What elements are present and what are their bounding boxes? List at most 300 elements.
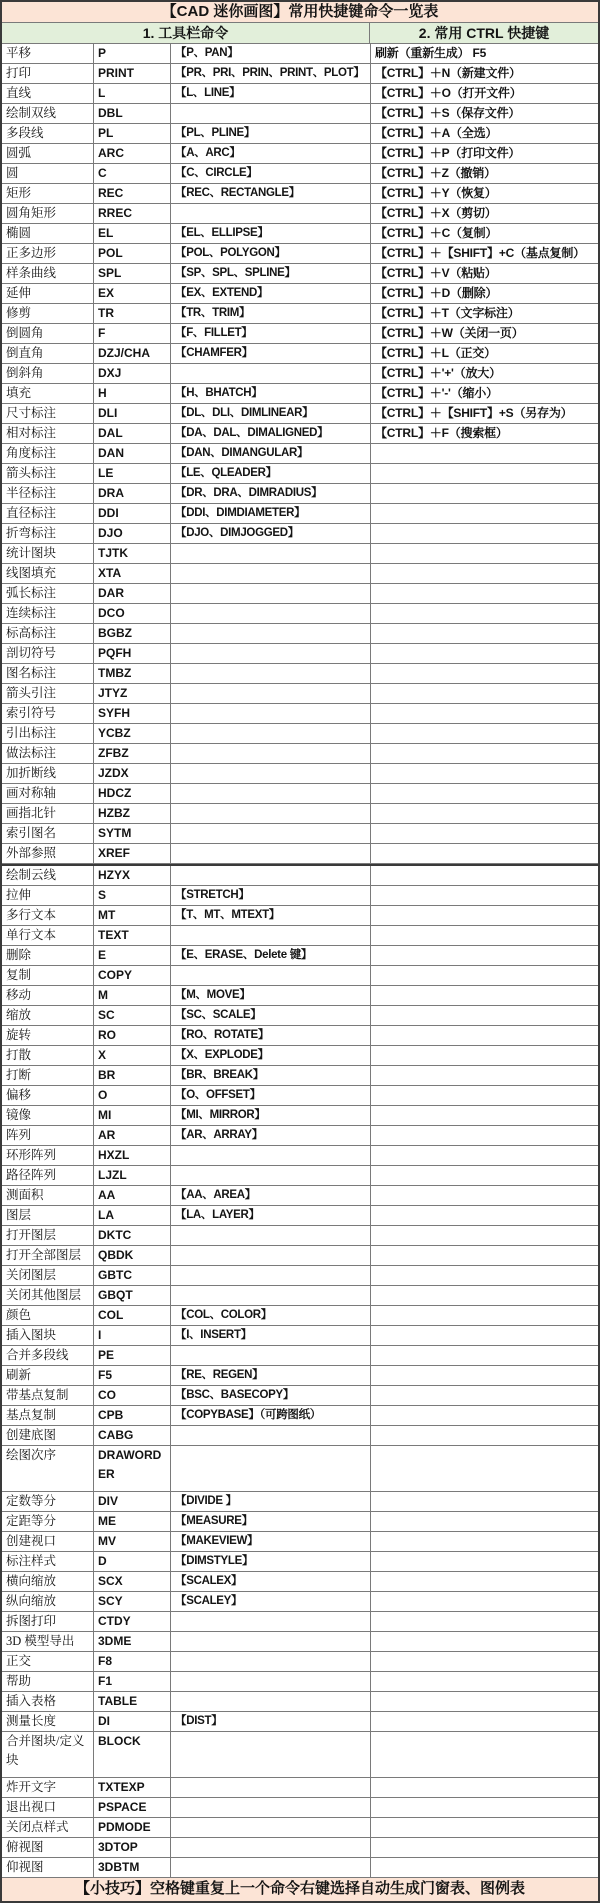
ctrl-cell: 【CTRL】＋T（文字标注） [370,304,598,323]
ctrl-cell [370,624,598,643]
ctrl-cell [370,664,598,683]
alias-cell [170,1612,370,1631]
ctrl-cell: 【CTRL】＋S（保存文件） [370,104,598,123]
command-cell: SYFH [93,704,170,723]
command-cell: HXZL [93,1146,170,1165]
command-cell: AA [93,1186,170,1205]
name-cell: 移动 [6,988,32,1002]
table-row [2,344,598,364]
ctrl-cell [370,866,598,885]
ctrl-cell [370,504,598,523]
alias-cell: 【P、PAN】 [170,44,370,63]
name-cell: 拆图打印 [6,1614,57,1628]
command-cell: P [93,44,170,63]
command-cell: M [93,986,170,1005]
command-cell: TEXT [93,926,170,945]
name-cell: 帮助 [6,1674,32,1688]
command-cell: COPY [93,966,170,985]
name-cell: 偏移 [6,1088,32,1102]
name-cell: 打断 [6,1068,32,1082]
ctrl-cell [370,1206,598,1225]
command-cell: DJO [93,524,170,543]
command-cell: E [93,946,170,965]
command-cell: PRINT [93,64,170,83]
name-cell: 圆弧 [6,146,32,160]
ctrl-cell [370,966,598,985]
alias-cell: 【BR、BREAK】 [170,1066,370,1085]
alias-cell [170,1146,370,1165]
ctrl-cell [370,704,598,723]
ctrl-cell [370,604,598,623]
table-row [2,1046,598,1066]
alias-cell [170,684,370,703]
name-cell: 基点复制 [6,1408,57,1422]
command-cell: 3DBTM [93,1858,170,1877]
alias-cell [170,1778,370,1797]
table-row [2,124,598,144]
name-cell: 绘图次序 [6,1448,57,1462]
table-row [2,644,598,664]
name-cell: 删除 [6,948,32,962]
table-row [2,1126,598,1146]
ctrl-cell [370,804,598,823]
name-cell: 3D 模型导出 [6,1634,75,1648]
name-cell: 图层 [6,1208,32,1222]
command-cell: 3DME [93,1632,170,1651]
table-row [2,1386,598,1406]
ctrl-cell [370,1406,598,1425]
table-row [2,1592,598,1612]
command-cell: L [93,84,170,103]
command-cell: LA [93,1206,170,1225]
table-row [2,484,598,504]
table-row [2,204,598,224]
alias-cell: 【SCALEY】 [170,1592,370,1611]
alias-cell: 【SC、SCALE】 [170,1006,370,1025]
ctrl-cell [370,1366,598,1385]
ctrl-cell [370,464,598,483]
command-cell: MT [93,906,170,925]
table-row [2,1692,598,1712]
ctrl-cell [370,1692,598,1711]
command-cell: GBTC [93,1266,170,1285]
table-row [2,1206,598,1226]
ctrl-cell [370,1186,598,1205]
table-row [2,1492,598,1512]
alias-cell [170,1692,370,1711]
name-cell: 正交 [6,1654,32,1668]
ctrl-cell: 【CTRL】＋'+'（放大） [370,364,598,383]
alias-cell: 【F、FILLET】 [170,324,370,343]
name-cell: 箭头标注 [6,466,57,480]
command-cell: DRA [93,484,170,503]
name-cell: 单行文本 [6,928,57,942]
name-cell: 镜像 [6,1108,32,1122]
name-cell: 打开图层 [6,1228,57,1242]
table-row [2,1366,598,1386]
ctrl-cell [370,724,598,743]
ctrl-cell: 【CTRL】＋'-'（缩小） [370,384,598,403]
ctrl-cell [370,1858,598,1877]
command-cell: D [93,1552,170,1571]
name-cell: 正多边形 [6,246,57,260]
alias-cell [170,1346,370,1365]
table-row [2,1798,598,1818]
command-cell: TMBZ [93,664,170,683]
table-row [2,986,598,1006]
name-cell: 定距等分 [6,1514,57,1528]
ctrl-cell [370,1046,598,1065]
command-cell: F5 [93,1366,170,1385]
command-cell: ME [93,1512,170,1531]
alias-cell: 【PR、PRI、PRIN、PRINT、PLOT】 [170,64,370,83]
ctrl-cell [370,844,598,863]
alias-cell: 【LA、LAYER】 [170,1206,370,1225]
name-cell: 仰视图 [6,1860,44,1874]
alias-cell: 【BSC、BASECOPY】 [170,1386,370,1405]
alias-cell [170,1798,370,1817]
table-row [2,584,598,604]
ctrl-cell [370,1066,598,1085]
table-row [2,404,598,424]
ctrl-cell [370,1226,598,1245]
name-cell: 样条曲线 [6,266,57,280]
table-row [2,184,598,204]
name-cell: 加折断线 [6,766,57,780]
alias-cell [170,1166,370,1185]
alias-cell [170,604,370,623]
table-row [2,1066,598,1086]
table-row [2,1426,598,1446]
alias-cell [170,1652,370,1671]
command-cell: HZYX [93,866,170,885]
name-cell: 测量长度 [6,1714,57,1728]
command-cell: DKTC [93,1226,170,1245]
table-row [2,1406,598,1426]
name-cell: 缩放 [6,1008,32,1022]
alias-cell [170,764,370,783]
command-cell: DAN [93,444,170,463]
ctrl-cell [370,1572,598,1591]
table-row [2,1712,598,1732]
ctrl-cell [370,824,598,843]
table-row [2,1006,598,1026]
command-cell: CABG [93,1426,170,1445]
command-cell: XTA [93,564,170,583]
name-cell: 合并多段线 [6,1348,69,1362]
table-row [2,1572,598,1592]
page-title: 【CAD 迷你画图】常用快捷键命令一览表 [2,2,598,23]
alias-cell [170,544,370,563]
name-cell: 相对标注 [6,426,57,440]
tools-section-header: 1. 工具栏命令 [2,23,370,43]
ctrl-cell [370,1798,598,1817]
command-cell: DRAWORDER [93,1446,170,1491]
command-cell: 3DTOP [93,1838,170,1857]
table-row [2,1858,598,1878]
name-cell: 索引图名 [6,826,57,840]
command-cell: HZBZ [93,804,170,823]
table-row [2,84,598,104]
name-cell: 横向缩放 [6,1574,57,1588]
ctrl-cell [370,644,598,663]
rows-container [2,44,598,1878]
table-row [2,684,598,704]
name-cell: 标高标注 [6,626,57,640]
alias-cell [170,1838,370,1857]
name-cell: 尺寸标注 [6,406,57,420]
ctrl-cell: 刷新（重新生成） F5 [370,44,598,63]
table-row [2,804,598,824]
table-row [2,604,598,624]
command-cell: RREC [93,204,170,223]
table-row [2,1532,598,1552]
command-cell: C [93,164,170,183]
name-cell: 旋转 [6,1028,32,1042]
ctrl-cell [370,1612,598,1631]
alias-cell: 【DDI、DIMDIAMETER】 [170,504,370,523]
ctrl-cell [370,926,598,945]
name-cell: 箭头引注 [6,686,57,700]
table-row [2,1732,598,1778]
command-cell: REC [93,184,170,203]
command-cell: EL [93,224,170,243]
ctrl-section-header: 2. 常用 CTRL 快捷键 [418,25,550,41]
name-cell: 多行文本 [6,908,57,922]
name-cell: 填充 [6,386,32,400]
command-cell: ZFBZ [93,744,170,763]
table-row [2,844,598,864]
ctrl-cell: 【CTRL】＋C（复制） [370,224,598,243]
alias-cell: 【LE、QLEADER】 [170,464,370,483]
name-cell: 创建底图 [6,1428,57,1442]
name-cell: 创建视口 [6,1534,57,1548]
table-row [2,1106,598,1126]
command-cell: TXTEXP [93,1778,170,1797]
ctrl-cell: 【CTRL】＋P（打印文件） [370,144,598,163]
name-cell: 倒斜角 [6,366,44,380]
command-cell: F [93,324,170,343]
command-cell: DZJ/CHA [93,344,170,363]
command-cell: SC [93,1006,170,1025]
table-row [2,1306,598,1326]
name-cell: 绘制云线 [6,868,57,882]
alias-cell [170,1732,370,1777]
name-cell: 椭圆 [6,226,32,240]
table-row [2,1446,598,1492]
table-row [2,244,598,264]
name-cell: 关闭其他图层 [6,1288,82,1302]
table-row [2,164,598,184]
ctrl-cell [370,1386,598,1405]
name-cell: 阵列 [6,1128,32,1142]
table-row [2,1266,598,1286]
alias-cell [170,1426,370,1445]
table-row [2,324,598,344]
name-cell: 测面积 [6,1188,44,1202]
ctrl-cell [370,946,598,965]
table-row [2,564,598,584]
command-cell: SCX [93,1572,170,1591]
ctrl-cell [370,1326,598,1345]
alias-cell: 【M、MOVE】 [170,986,370,1005]
name-cell: 多段线 [6,126,44,140]
command-cell: SYTM [93,824,170,843]
ctrl-cell: 【CTRL】＋L（正交） [370,344,598,363]
ctrl-cell [370,444,598,463]
command-cell: MI [93,1106,170,1125]
ctrl-cell [370,1086,598,1105]
command-cell: BGBZ [93,624,170,643]
name-cell: 颜色 [6,1308,32,1322]
command-cell: TABLE [93,1692,170,1711]
alias-cell: 【COPYBASE】（可跨图纸） [170,1406,370,1425]
name-cell: 插入图块 [6,1328,57,1342]
name-cell: 合并图块/定义块 [6,1734,85,1767]
ctrl-cell: 【CTRL】＋X（剪切） [370,204,598,223]
alias-cell: 【MEASURE】 [170,1512,370,1531]
name-cell: 修剪 [6,306,32,320]
alias-cell: 【SCALEX】 [170,1572,370,1591]
table-row [2,886,598,906]
alias-cell [170,866,370,885]
alias-cell [170,966,370,985]
command-cell: SCY [93,1592,170,1611]
table-row [2,764,598,784]
name-cell: 做法标注 [6,746,57,760]
ctrl-cell [370,1106,598,1125]
ctrl-cell [370,1778,598,1797]
command-cell: CPB [93,1406,170,1425]
table-row [2,824,598,844]
ctrl-cell [370,1446,598,1491]
alias-cell: 【DIMSTYLE】 [170,1552,370,1571]
ctrl-cell [370,744,598,763]
table-row [2,1146,598,1166]
name-cell: 刷新 [6,1368,32,1382]
name-cell: 索引符号 [6,706,57,720]
table-row [2,284,598,304]
ctrl-cell: 【CTRL】＋N（新建文件） [370,64,598,83]
name-cell: 直线 [6,86,32,100]
command-cell: DBL [93,104,170,123]
alias-cell: 【PL、PLINE】 [170,124,370,143]
name-cell: 图名标注 [6,666,57,680]
alias-cell [170,204,370,223]
alias-cell [170,1266,370,1285]
table-row [2,1346,598,1366]
command-cell: PDMODE [93,1818,170,1837]
command-cell: JZDX [93,764,170,783]
ctrl-cell [370,544,598,563]
ctrl-cell [370,1552,598,1571]
ctrl-cell: 【CTRL】＋D（删除） [370,284,598,303]
name-cell: 折弯标注 [6,526,57,540]
table-row [2,544,598,564]
ctrl-cell [370,1818,598,1837]
table-row [2,424,598,444]
ctrl-cell [370,1166,598,1185]
alias-cell: 【T、MT、MTEXT】 [170,906,370,925]
alias-cell: 【E、ERASE、Delete 键】 [170,946,370,965]
table-row [2,1652,598,1672]
ctrl-cell [370,986,598,1005]
ctrl-cell [370,1306,598,1325]
table-row [2,1286,598,1306]
ctrl-cell [370,906,598,925]
command-cell: XREF [93,844,170,863]
command-cell: DAL [93,424,170,443]
ctrl-cell [370,484,598,503]
name-cell: 外部参照 [6,846,57,860]
alias-cell: 【COL、COLOR】 [170,1306,370,1325]
name-cell: 打开全部图层 [6,1248,82,1262]
command-cell: DIV [93,1492,170,1511]
ctrl-cell: 【CTRL】＋W（关闭一页） [370,324,598,343]
command-cell: DI [93,1712,170,1731]
table-row [2,64,598,84]
ctrl-cell [370,1712,598,1731]
alias-cell [170,1858,370,1877]
name-cell: 延伸 [6,286,32,300]
alias-cell [170,1672,370,1691]
alias-cell [170,1286,370,1305]
name-cell: 路径阵列 [6,1168,57,1182]
table-row [2,1552,598,1572]
command-cell: F8 [93,1652,170,1671]
ctrl-cell [370,564,598,583]
command-cell: AR [93,1126,170,1145]
alias-cell: 【L、LINE】 [170,84,370,103]
command-cell: F1 [93,1672,170,1691]
name-cell: 倒直角 [6,346,44,360]
command-cell: ARC [93,144,170,163]
command-cell: PL [93,124,170,143]
alias-cell: 【DIST】 [170,1712,370,1731]
name-cell: 剖切符号 [6,646,57,660]
alias-cell: 【CHAMFER】 [170,344,370,363]
ctrl-cell: 【CTRL】＋Y（恢复） [370,184,598,203]
ctrl-cell [370,1026,598,1045]
table-row [2,1086,598,1106]
alias-cell: 【DA、DAL、DIMALIGNED】 [170,424,370,443]
alias-cell: 【MI、MIRROR】 [170,1106,370,1125]
alias-cell [170,644,370,663]
table-row [2,966,598,986]
command-cell: BR [93,1066,170,1085]
alias-cell: 【C、CIRCLE】 [170,164,370,183]
alias-cell: 【DR、DRA、DIMRADIUS】 [170,484,370,503]
alias-cell: 【REC、RECTANGLE】 [170,184,370,203]
name-cell: 定数等分 [6,1494,57,1508]
ctrl-cell [370,1346,598,1365]
table-row [2,44,598,64]
alias-cell: 【EL、ELLIPSE】 [170,224,370,243]
name-cell: 退出视口 [6,1800,57,1814]
alias-cell: 【H、BHATCH】 [170,384,370,403]
ctrl-cell [370,784,598,803]
table-row [2,906,598,926]
name-cell: 拉伸 [6,888,32,902]
name-cell: 绘制双线 [6,106,57,120]
table-row [2,864,598,886]
command-cell: QBDK [93,1246,170,1265]
name-cell: 标注样式 [6,1554,57,1568]
alias-cell: 【DL、DLI、DIMLINEAR】 [170,404,370,423]
command-cell: BLOCK [93,1732,170,1777]
alias-cell: 【AR、ARRAY】 [170,1126,370,1145]
alias-cell: 【A、ARC】 [170,144,370,163]
